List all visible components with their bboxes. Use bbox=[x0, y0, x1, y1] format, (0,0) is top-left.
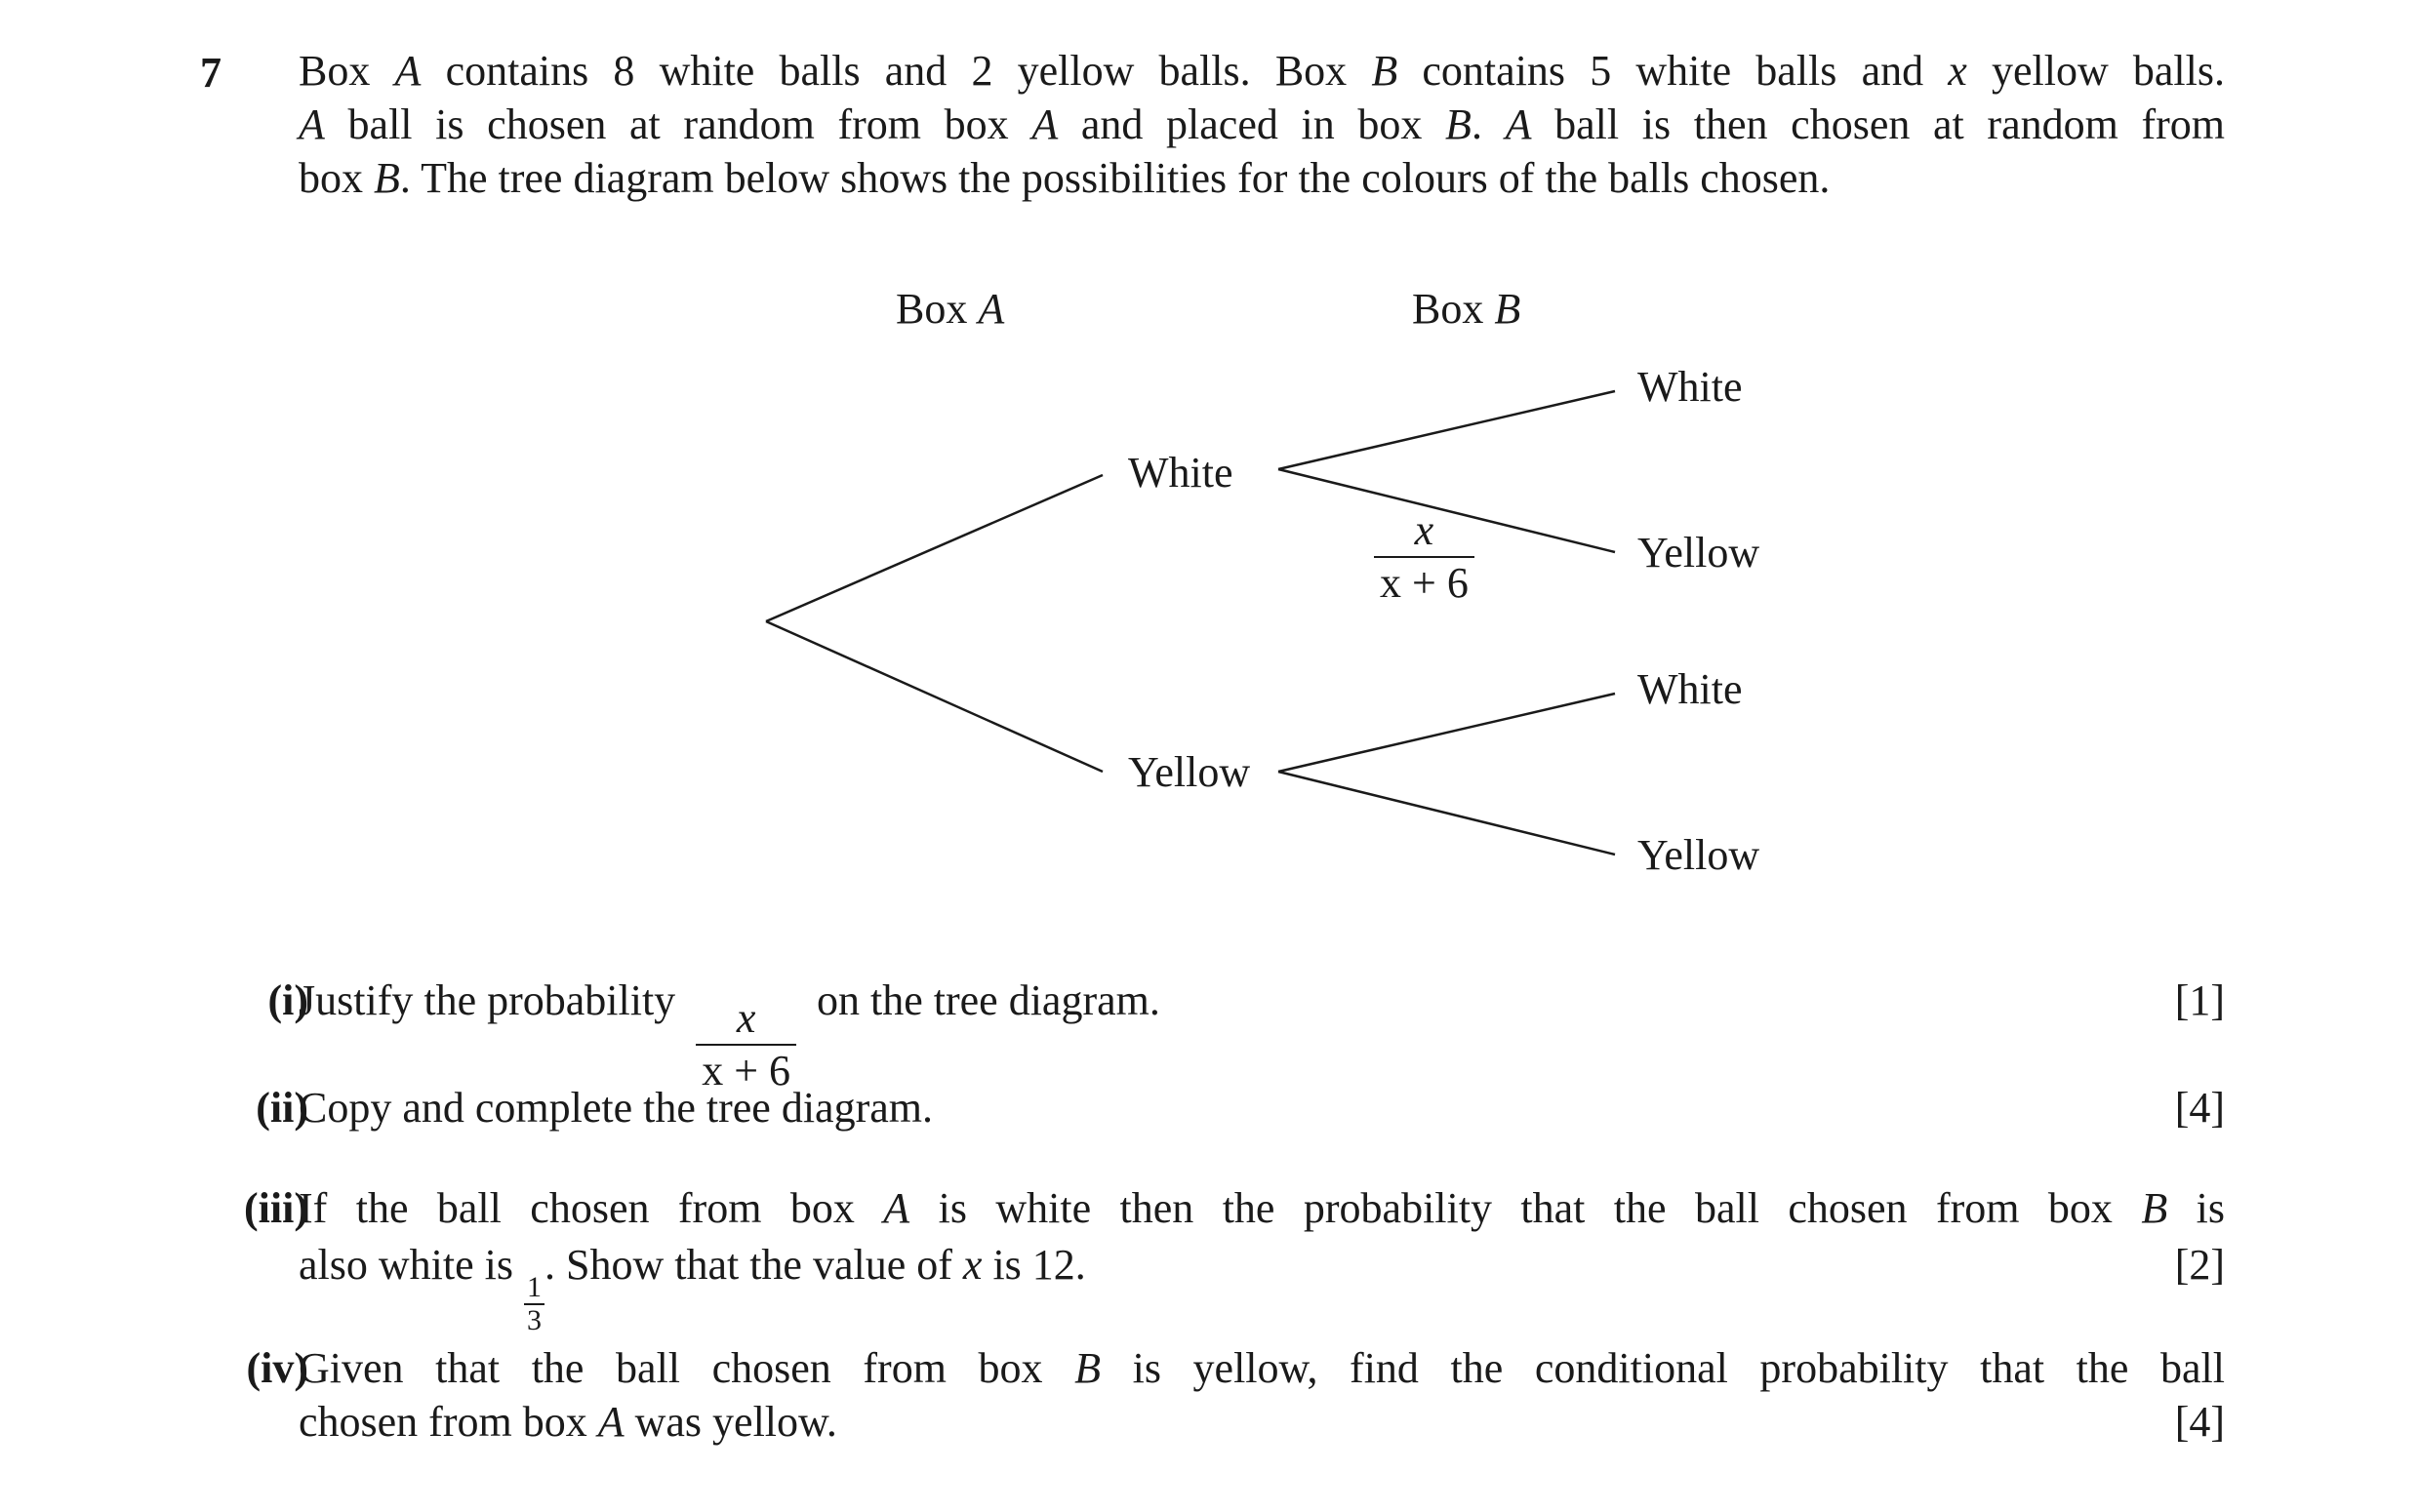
part-text: If the ball chosen from box A is white then the probability that the ball chosen from box B is bbox=[299, 1184, 2225, 1232]
header-box-b: Box B bbox=[1412, 285, 1521, 333]
header-box-a: Box A bbox=[896, 285, 1005, 333]
part-iii bbox=[244, 1181, 2225, 1336]
node-by-white: White bbox=[1637, 665, 1743, 713]
branch-by-white bbox=[1278, 694, 1615, 772]
branch-a-yellow bbox=[766, 621, 1103, 772]
marks: [2] bbox=[2174, 1241, 2225, 1289]
node-a-yellow: Yellow bbox=[1128, 748, 1251, 796]
part-iv bbox=[246, 1341, 2225, 1453]
part-text: on the tree diagram. bbox=[817, 976, 1160, 1024]
part-i bbox=[267, 966, 2225, 1094]
node-bw-yellow: Yellow bbox=[1637, 529, 1760, 577]
question-number: 7 bbox=[200, 49, 222, 97]
node-a-white: White bbox=[1128, 449, 1233, 497]
branch-probability-fraction: $\frac{x}{x + 6}$ bbox=[1374, 509, 1474, 605]
node-bw-white: White bbox=[1637, 363, 1743, 411]
part-text: also white is bbox=[299, 1241, 513, 1289]
probability-fraction: $\frac{x}{x + 6}$ bbox=[696, 997, 796, 1093]
part-text: . Show that the value of x is 12. bbox=[544, 1241, 1086, 1289]
branch-a-white bbox=[766, 475, 1103, 621]
marks: [4] bbox=[2174, 1398, 2225, 1446]
marks: [4] bbox=[2174, 1084, 2225, 1132]
intro-line-1: Box A contains 8 white balls and 2 yellow balls. Box B contains 5 white balls and x yellow balls. bbox=[299, 47, 2226, 95]
part-text: Justify the probability bbox=[299, 976, 676, 1024]
node-by-yellow: Yellow bbox=[1637, 831, 1760, 879]
part-text: Copy and complete the tree diagram. bbox=[299, 1084, 933, 1132]
intro-line-3: box B. The tree diagram below shows the possibilities for the colours of the balls chosen. bbox=[299, 154, 1831, 202]
branch-by-yellow bbox=[1278, 772, 1615, 855]
part-label: (iii) bbox=[244, 1184, 308, 1232]
one-third-fraction: $\frac{1}{3}$ bbox=[524, 1273, 544, 1335]
part-text: chosen from box A was yellow. bbox=[299, 1398, 837, 1446]
part-label: (i) bbox=[267, 976, 308, 1024]
marks: [1] bbox=[2174, 976, 2225, 1024]
part-label: (ii) bbox=[256, 1084, 308, 1132]
branch-bw-white bbox=[1278, 391, 1615, 469]
intro-line-2: A ball is chosen at random from box A and placed in box B. A ball is then chosen at random from bbox=[299, 100, 2226, 148]
part-label: (iv) bbox=[246, 1344, 308, 1392]
part-text: Given that the ball chosen from box B is yellow, find the conditional probability that the ball bbox=[299, 1344, 2225, 1392]
